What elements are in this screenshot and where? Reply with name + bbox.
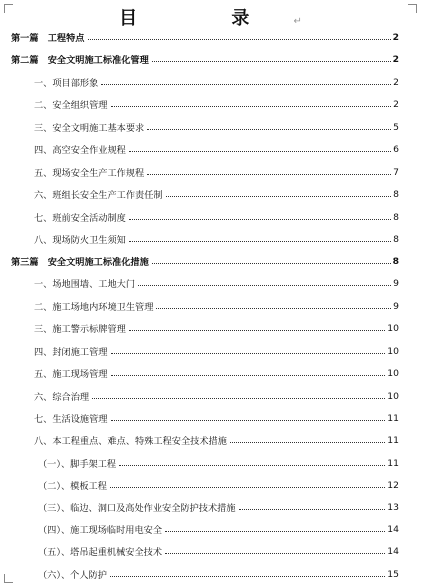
toc-entry[interactable] bbox=[0, 298, 421, 314]
toc-dot-leader bbox=[138, 284, 391, 286]
toc-entry[interactable] bbox=[0, 521, 421, 537]
toc-entry[interactable] bbox=[0, 231, 421, 247]
toc-entry-title: 第二篇 安全文明施工标准化管理 bbox=[11, 55, 149, 66]
toc-entry-title: 五、施工现场管理 bbox=[34, 369, 108, 380]
toc-entry-title: 第三篇 安全文明施工标准化措施 bbox=[11, 257, 149, 268]
toc-entry[interactable] bbox=[0, 477, 421, 493]
toc-dot-leader bbox=[110, 486, 385, 488]
toc-entry[interactable] bbox=[0, 543, 421, 559]
toc-entry-page-number: 5 bbox=[393, 121, 399, 133]
toc-dot-leader bbox=[110, 575, 385, 577]
toc-entry[interactable] bbox=[0, 455, 421, 471]
toc-entry-page-number: 10 bbox=[387, 367, 399, 379]
toc-entry-title: 四、高空安全作业规程 bbox=[34, 145, 126, 156]
toc-entry-page-number: 6 bbox=[393, 143, 399, 155]
toc-entry-page-number: 2 bbox=[392, 31, 399, 43]
toc-dot-leader bbox=[156, 307, 391, 309]
toc-entry-title: 七、生活设施管理 bbox=[34, 414, 108, 425]
toc-entry-title: 五、现场安全生产工作规程 bbox=[34, 168, 145, 179]
toc-entry-page-number: 14 bbox=[387, 545, 399, 557]
toc-dot-leader bbox=[152, 262, 391, 264]
toc-entry[interactable] bbox=[0, 141, 421, 157]
toc-dot-leader bbox=[111, 105, 392, 107]
toc-entry-page-number: 12 bbox=[387, 479, 399, 491]
toc-entry-page-number: 11 bbox=[387, 457, 399, 469]
toc-entry-page-number: 2 bbox=[393, 98, 399, 110]
toc-entry[interactable] bbox=[0, 74, 421, 90]
toc-dot-leader bbox=[165, 552, 385, 554]
toc-entry-page-number: 9 bbox=[393, 277, 399, 289]
toc-entry[interactable] bbox=[0, 29, 421, 45]
toc-dot-leader bbox=[129, 329, 385, 331]
toc-entry[interactable] bbox=[0, 432, 421, 448]
toc-entry[interactable] bbox=[0, 209, 421, 225]
toc-entry-title: 一、场地围墙、工地大门 bbox=[34, 279, 136, 290]
toc-entry-title: 六、班组长安全生产工作责任制 bbox=[34, 190, 163, 201]
toc-entry-page-number: 9 bbox=[393, 300, 399, 312]
toc-dot-leader bbox=[111, 374, 386, 376]
toc-entry-title: 六、综合治理 bbox=[34, 392, 90, 403]
toc-entry-title: （四）、施工现场临时用电安全 bbox=[38, 525, 163, 536]
toc-entry-page-number: 10 bbox=[387, 322, 399, 334]
toc-dot-leader bbox=[129, 240, 391, 242]
toc-entry[interactable] bbox=[0, 365, 421, 381]
toc-entry[interactable] bbox=[0, 186, 421, 202]
toc-dot-leader bbox=[129, 150, 391, 152]
paragraph-mark-icon: ↵ bbox=[293, 16, 302, 27]
toc-dot-leader bbox=[147, 173, 391, 175]
toc-entry-page-number: 15 bbox=[387, 568, 399, 580]
toc-entry-page-number: 11 bbox=[387, 412, 399, 424]
toc-entry-title: 二、安全组织管理 bbox=[34, 100, 108, 111]
toc-dot-leader bbox=[111, 419, 386, 421]
toc-entry-title: 八、本工程重点、难点、特殊工程安全技术措施 bbox=[34, 436, 227, 447]
toc-entry[interactable] bbox=[0, 164, 421, 180]
toc-entry[interactable] bbox=[0, 119, 421, 135]
toc-entry-page-number: 7 bbox=[393, 166, 399, 178]
toc-entry-title: 二、施工场地内环境卫生管理 bbox=[34, 302, 154, 313]
toc-entry[interactable] bbox=[0, 388, 421, 404]
toc-entry-title: （一）、脚手架工程 bbox=[38, 459, 117, 470]
toc-entry[interactable] bbox=[0, 343, 421, 359]
toc-entry[interactable] bbox=[0, 275, 421, 291]
toc-entry-page-number: 8 bbox=[392, 255, 399, 267]
toc-dot-leader bbox=[88, 38, 391, 40]
toc-entry-title: 八、现场防火卫生须知 bbox=[34, 235, 126, 246]
toc-entry-title: 七、班前安全活动制度 bbox=[34, 213, 126, 224]
toc-entry-title: （二）、模板工程 bbox=[38, 481, 107, 492]
toc-dot-leader bbox=[152, 60, 391, 62]
toc-dot-leader bbox=[119, 464, 385, 466]
toc-dot-leader bbox=[111, 352, 386, 354]
toc-entry-page-number: 13 bbox=[387, 501, 399, 513]
toc-dot-leader bbox=[165, 530, 385, 532]
toc-entry-page-number: 11 bbox=[387, 434, 399, 446]
toc-entry[interactable] bbox=[0, 320, 421, 336]
toc-dot-leader bbox=[230, 441, 385, 443]
toc-entry[interactable] bbox=[0, 51, 421, 67]
toc-entry-page-number: 14 bbox=[387, 523, 399, 535]
toc-entry-page-number: 8 bbox=[393, 233, 399, 245]
toc-entry[interactable] bbox=[0, 410, 421, 426]
toc-title bbox=[0, 4, 421, 30]
toc-entry-page-number: 10 bbox=[387, 390, 399, 402]
toc-entry-title: 一、项目部形象 bbox=[34, 78, 99, 89]
toc-title-text: 目 录 bbox=[119, 8, 294, 29]
toc-dot-leader bbox=[166, 195, 392, 197]
toc-entry-page-number: 2 bbox=[392, 53, 399, 65]
toc-entry[interactable] bbox=[0, 499, 421, 515]
toc-entry[interactable] bbox=[0, 96, 421, 112]
toc-entry[interactable] bbox=[0, 253, 421, 269]
toc-entry-title: （六）、个人防护 bbox=[38, 570, 107, 581]
toc-entry-title: 三、施工警示标牌管理 bbox=[34, 324, 126, 335]
toc-entry-page-number: 8 bbox=[393, 211, 399, 223]
toc-entry-title: （五）、塔吊起重机械安全技术 bbox=[38, 547, 163, 558]
toc-entry-title: 第一篇 工程特点 bbox=[11, 33, 85, 44]
toc-entry-page-number: 2 bbox=[393, 76, 399, 88]
toc-entry-page-number: 10 bbox=[387, 345, 399, 357]
toc-dot-leader bbox=[239, 508, 386, 510]
toc-dot-leader bbox=[147, 128, 391, 130]
toc-dot-leader bbox=[92, 397, 385, 399]
toc-dot-leader bbox=[129, 218, 391, 220]
toc-entry-title: 四、封闭施工管理 bbox=[34, 347, 108, 358]
toc-entry-title: 三、安全文明施工基本要求 bbox=[34, 123, 145, 134]
toc-entry-page-number: 8 bbox=[393, 188, 399, 200]
toc-dot-leader bbox=[101, 83, 391, 85]
toc-entry-title: （三）、临边、洞口及高处作业安全防护技术措施 bbox=[38, 503, 236, 514]
toc-entry[interactable] bbox=[0, 566, 421, 582]
